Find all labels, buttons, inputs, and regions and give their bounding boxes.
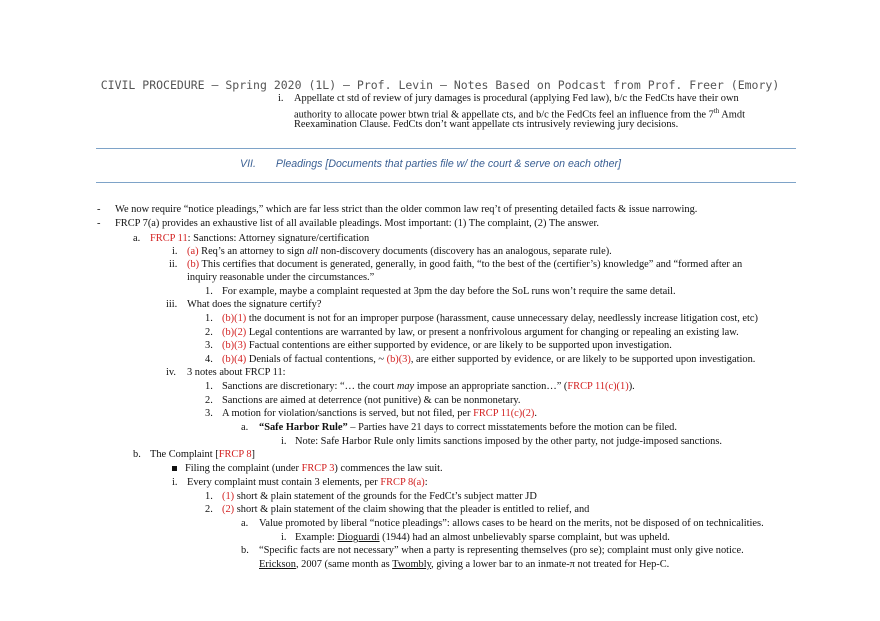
outline-marker: 4. bbox=[205, 354, 213, 365]
rule-citation: FRCP 3 bbox=[301, 463, 335, 474]
list-item: (b)(2) Legal contentions are warranted by law, or present a nonfrivolous argument for changing or repealing an existing law. bbox=[222, 327, 739, 338]
list-item: For example, maybe a complaint requested at 3pm the day before the SoL runs won’t require the same detail. bbox=[222, 286, 676, 297]
section-heading bbox=[240, 158, 621, 170]
square-bullet-icon bbox=[172, 466, 177, 471]
list-item: (b)(1) the document is not for an improper purpose (harassment, cause unnecessary delay, needlessly increase litigation cost, etc) bbox=[222, 313, 758, 324]
rule-citation: (a) bbox=[187, 246, 199, 257]
list-item: FRCP 7(a) provides an exhaustive list of all available pleadings. Most important: (1) The complaint, (2) The answer. bbox=[115, 218, 600, 229]
rule-citation: FRCP 8(a) bbox=[380, 477, 425, 488]
square-bullet-item: Filing the complaint (under FRCP 3) commences the law suit. bbox=[172, 462, 443, 475]
outline-marker: b. bbox=[133, 449, 141, 460]
rule-citation: (b)(3) bbox=[222, 340, 247, 351]
outline-marker: i. bbox=[281, 436, 287, 447]
rule-citation: FRCP 11 bbox=[150, 233, 188, 244]
outline-marker: i. bbox=[172, 246, 178, 257]
list-item: Value promoted by liberal “notice pleadings”: allows cases to be heard on the merits, not be disposed of on technicalities. bbox=[259, 518, 764, 529]
rule-citation: (b) bbox=[187, 259, 200, 270]
outline-marker: i. bbox=[278, 93, 284, 104]
list-item: Every complaint must contain 3 elements, per FRCP 8(a): bbox=[187, 477, 428, 488]
list-item: “Specific facts are not necessary” when a party is representing themselves (pro se); complaint must only give notice. bbox=[259, 545, 744, 556]
rule-citation: (b)(2) bbox=[222, 327, 247, 338]
list-item: “Safe Harbor Rule” – Parties have 21 days to correct misstatements before the motion can be filed. bbox=[259, 422, 677, 433]
outline-marker: 1. bbox=[205, 381, 213, 392]
rule-citation: (2) bbox=[222, 504, 235, 515]
list-item: Sanctions are aimed at deterrence (not punitive) & can be nonmonetary. bbox=[222, 395, 521, 406]
list-item: (b)(4) Denials of factual contentions, ~ (b)(3), are either supported by evidence, or are likely to be supported upon investigation. bbox=[222, 354, 756, 365]
outline-marker: b. bbox=[241, 545, 249, 556]
outline-marker: 3. bbox=[205, 408, 213, 419]
case-name: Dioguardi bbox=[337, 532, 380, 543]
paragraph-line: authority to allocate power btwn trial & appellate cts, and b/c the FedCts feel an influence from the 7th Amdt bbox=[294, 107, 745, 121]
list-item: (1) short & plain statement of the grounds for the FedCt’s subject matter JD bbox=[222, 491, 537, 502]
outline-marker: iv. bbox=[166, 367, 177, 378]
outline-marker: a. bbox=[241, 422, 249, 433]
section-title: Pleadings [Documents that parties file w/ the court & serve on each other] bbox=[275, 158, 621, 170]
outline-marker: 1. bbox=[205, 286, 213, 297]
list-item: A motion for violation/sanctions is served, but not filed, per FRCP 11(c)(2). bbox=[222, 408, 537, 419]
dash-bullet: - bbox=[97, 204, 101, 215]
rule-citation: FRCP 11(c)(1) bbox=[567, 381, 629, 392]
list-item: (a) Req’s an attorney to sign all non-discovery documents (discovery has an analogous, separate rule). bbox=[187, 246, 612, 257]
list-item: (2) short & plain statement of the claim showing that the pleader is entitled to relief, and bbox=[222, 504, 590, 515]
dash-bullet: - bbox=[97, 218, 101, 229]
rule-citation: (1) bbox=[222, 491, 235, 502]
outline-marker: ii. bbox=[169, 259, 178, 270]
rule-citation: (b)(4) bbox=[222, 354, 247, 365]
outline-marker: 3. bbox=[205, 340, 213, 351]
paragraph-line: Erickson, 2007 (same month as Twombly, giving a lower bar to an inmate-π not treated for Hep-C. bbox=[259, 559, 670, 570]
page-header: CIVIL PROCEDURE – Spring 2020 (1L) – Prof. Levin – Notes Based on Podcast from Prof. Freer (Emory) bbox=[100, 78, 780, 92]
list-item: (b)(3) Factual contentions are either supported by evidence, or are likely to be supported upon investigation. bbox=[222, 340, 672, 351]
section-divider-top bbox=[96, 148, 796, 149]
outline-marker: i. bbox=[172, 477, 178, 488]
outline-marker: a. bbox=[241, 518, 249, 529]
rule-citation: (b)(1) bbox=[222, 313, 247, 324]
outline-marker: iii. bbox=[166, 299, 178, 310]
case-name: Twombly bbox=[392, 559, 432, 570]
list-item: FRCP 11: Sanctions: Attorney signature/certification bbox=[150, 233, 370, 244]
outline-marker: i. bbox=[281, 532, 287, 543]
outline-marker: 1. bbox=[205, 313, 213, 324]
paragraph-line: Appellate ct std of review of jury damages is procedural (applying Fed law), b/c the FedCts have their own bbox=[294, 93, 739, 104]
outline-marker: 2. bbox=[205, 504, 213, 515]
rule-citation: FRCP 11(c)(2) bbox=[473, 408, 535, 419]
list-item: Example: Dioguardi (1944) had an almost unbelievably sparse complaint, but was upheld. bbox=[295, 532, 670, 543]
outline-marker: 1. bbox=[205, 491, 213, 502]
list-item: What does the signature certify? bbox=[187, 299, 322, 310]
section-divider-bottom bbox=[96, 182, 796, 183]
outline-marker: 2. bbox=[205, 395, 213, 406]
rule-citation: (b)(3) bbox=[386, 354, 411, 365]
list-item: We now require “notice pleadings,” which are far less strict than the older common law req’t of presenting detailed facts & issue narrowing. bbox=[115, 204, 698, 215]
outline-marker: a. bbox=[133, 233, 141, 244]
case-name: Erickson bbox=[259, 559, 296, 570]
list-item: 3 notes about FRCP 11: bbox=[187, 367, 286, 378]
outline-marker: 2. bbox=[205, 327, 213, 338]
list-item: The Complaint [FRCP 8] bbox=[150, 449, 255, 460]
rule-citation: FRCP 8 bbox=[218, 449, 252, 460]
paragraph-line: Reexamination Clause. FedCts don’t want appellate cts intrusively reviewing jury decisions. bbox=[294, 119, 679, 130]
list-item: (b) This certifies that document is generated, generally, in good faith, “to the best of the (certifier’s) knowledge” and “formed after an bbox=[187, 259, 743, 270]
list-item: Sanctions are discretionary: “… the court may impose an appropriate sanction…” (FRCP 11(c)(1)). bbox=[222, 381, 635, 392]
list-item: Note: Safe Harbor Rule only limits sanctions imposed by the other party, not judge-imposed sanctions. bbox=[295, 436, 722, 447]
section-number: VII. bbox=[240, 158, 256, 170]
paragraph-line: inquiry reasonable under the circumstances.” bbox=[187, 272, 375, 283]
